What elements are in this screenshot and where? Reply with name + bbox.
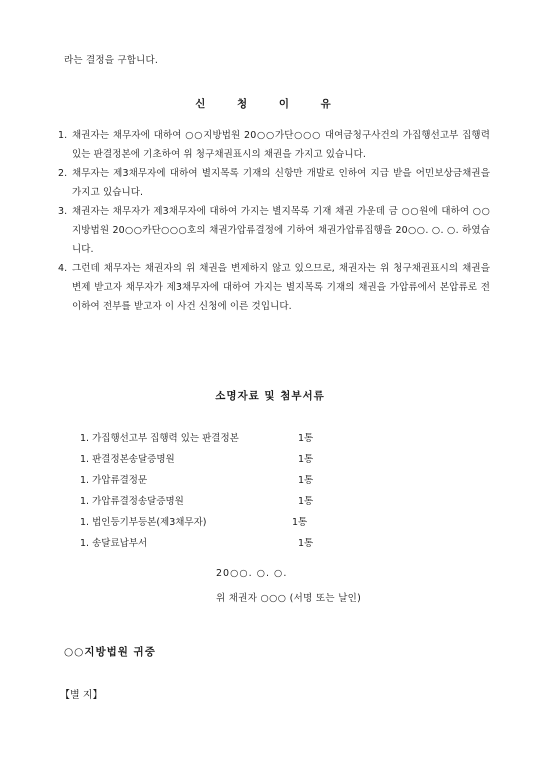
- document-count: 1통: [298, 433, 314, 444]
- intro-line: 라는 결정을 구합니다.: [64, 55, 159, 66]
- document-row: [80, 491, 340, 512]
- reason-number: 1.: [58, 130, 68, 141]
- reason-list: [58, 126, 490, 316]
- document-name: 1. 가압류결정송달증명원: [80, 496, 184, 507]
- reason-item: [58, 259, 490, 316]
- document-name: 1. 가압류결정문: [80, 475, 148, 486]
- document-count: 1통: [298, 475, 314, 486]
- reason-text: 채무자는 제3채무자에 대하여 별지목록 기재의 신항만 개발로 인하여 지급 받을 어민보상금채권을 가지고 있습니다.: [72, 168, 490, 198]
- reason-number: 3.: [58, 206, 68, 217]
- filing-date: 20○○. ○. ○.: [216, 568, 288, 579]
- documents-section-title: 소명자료 및 첨부서류: [215, 390, 325, 402]
- document-list: [80, 428, 340, 554]
- reason-number: 2.: [58, 168, 68, 179]
- reason-text: 채권자는 채무자가 제3채무자에 대하여 가지는 별지목록 기재 채권 가운데 금 ○○원에 대하여 ○○지방법원 20○○카단○○○호의 채권가압류결정에 기하여 채권가압류집행을 20○○. ○. ○. 하였습니다.: [72, 206, 490, 255]
- signer-line: 위 채권자 ○○○ (서명 또는 날인): [216, 593, 362, 604]
- reason-item: [58, 126, 490, 164]
- document-name: 1. 송달료납부서: [80, 538, 148, 549]
- document-count: 1통: [298, 496, 314, 507]
- document-name: 1. 법인등기부등본(제3채무자): [80, 517, 207, 528]
- document-row: [80, 470, 340, 491]
- reason-item: [58, 164, 490, 202]
- document-row: [80, 449, 340, 470]
- document-name: 1. 판결정본송달증명원: [80, 454, 175, 465]
- document-name: 1. 가집행선고부 집행력 있는 판결정본: [80, 433, 239, 444]
- document-count: 1통: [298, 538, 314, 549]
- court-addressee: ○○지방법원 귀중: [64, 646, 156, 658]
- document-row: [80, 533, 340, 554]
- document-count: 1통: [292, 517, 308, 528]
- document-count: 1통: [298, 454, 314, 465]
- reason-text: 그런데 채무자는 채권자의 위 채권을 변제하지 않고 있으므로, 채권자는 위 청구채권표시의 채권을 변제 받고자 채무자가 제3채무자에 대하여 가지는 별지목록 기재의 채권을 가압류에서 본압류로 전이하여 전부를 받고자 이 사건 신청에 이른 것입니다.: [72, 263, 490, 312]
- reason-section-title: 신 청 이 유: [195, 98, 345, 110]
- reason-item: [58, 202, 490, 259]
- document-row: [80, 428, 340, 449]
- reason-number: 4.: [58, 263, 68, 274]
- reason-text: 채권자는 채무자에 대하여 ○○지방법원 20○○가단○○○ 대여금청구사건의 가집행선고부 집행력 있는 판결정본에 기초하여 위 청구채권표시의 채권을 가지고 있습니다.: [72, 130, 490, 160]
- attachment-label: 【별 지】: [60, 690, 103, 701]
- document-row: [80, 512, 340, 533]
